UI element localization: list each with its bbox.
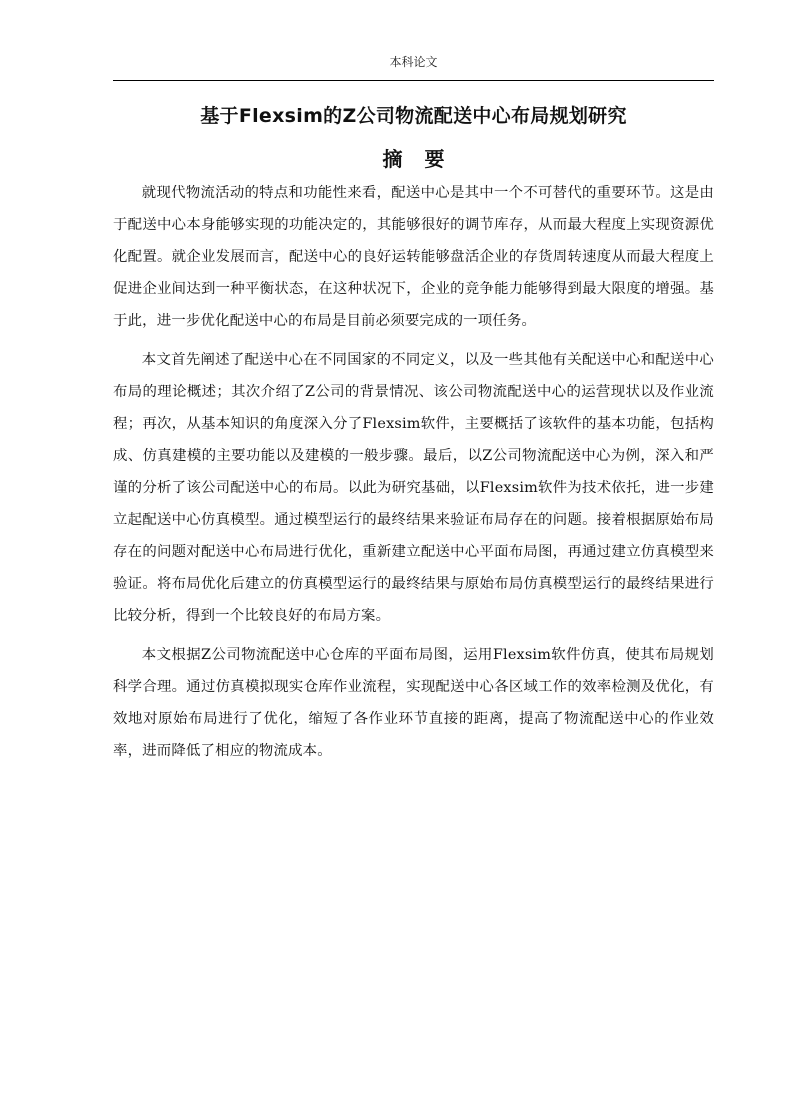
- abstract-body: [113, 177, 714, 774]
- running-header: 本科论文: [389, 55, 438, 69]
- abstract-paragraph-1: 就现代物流活动的特点和功能性来看，配送中心是其中一个不可替代的重要环节。这是由于配送中心本身能够实现的功能决定的，其能够很好的调节库存，从而最大程度上实现资源优化配置。就企业发展而言，配送中心的良好运转能够盘活企业的存货周转速度从而最大程度上促进企业间达到一种平衡状态，在这种状况下，企业的竞争能力能够得到最大限度的增强。基于此，进一步优化配送中心的布局是目前必须要完成的一项任务。: [113, 185, 714, 329]
- abstract-heading: 摘要: [382, 147, 467, 171]
- abstract-paragraph-3: 本文根据Z公司物流配送中心仓库的平面布局图，运用Flexsim软件仿真，使其布局规划科学合理。通过仿真模拟现实仓库作业流程，实现配送中心各区域工作的效率检测及优化，有效地对原始布局进行了优化，缩短了各作业环节直接的距离，提高了物流配送中心的作业效率，进而降低了相应的物流成本。: [113, 647, 714, 759]
- abstract-paragraph-2: 本文首先阐述了配送中心在不同国家的不同定义，以及一些其他有关配送中心和配送中心布局的理论概述；其次介绍了Z公司的背景情况、该公司物流配送中心的运营现状以及作业流程；再次，从基本知识的角度深入分了Flexsim软件，主要概括了该软件的基本功能，包括构成、仿真建模的主要功能以及建模的一般步骤。最后，以Z公司物流配送中心为例，深入和严谨的分析了该公司配送中心的布局。以此为研究基础，以Flexsim软件为技术依托，进一步建立起配送中心仿真模型。通过模型运行的最终结果来验证布局存在的问题。接着根据原始布局存在的问题对配送中心布局进行优化，重新建立配送中心平面布局图，再通过建立仿真模型来验证。将布局优化后建立的仿真模型运行的最终结果与原始布局仿真模型运行的最终结果进行比较分析，得到一个比较良好的布局方案。: [113, 352, 714, 624]
- document-title: 基于Flexsim的Z公司物流配送中心布局规划研究: [200, 105, 627, 127]
- header-rule: [113, 80, 714, 81]
